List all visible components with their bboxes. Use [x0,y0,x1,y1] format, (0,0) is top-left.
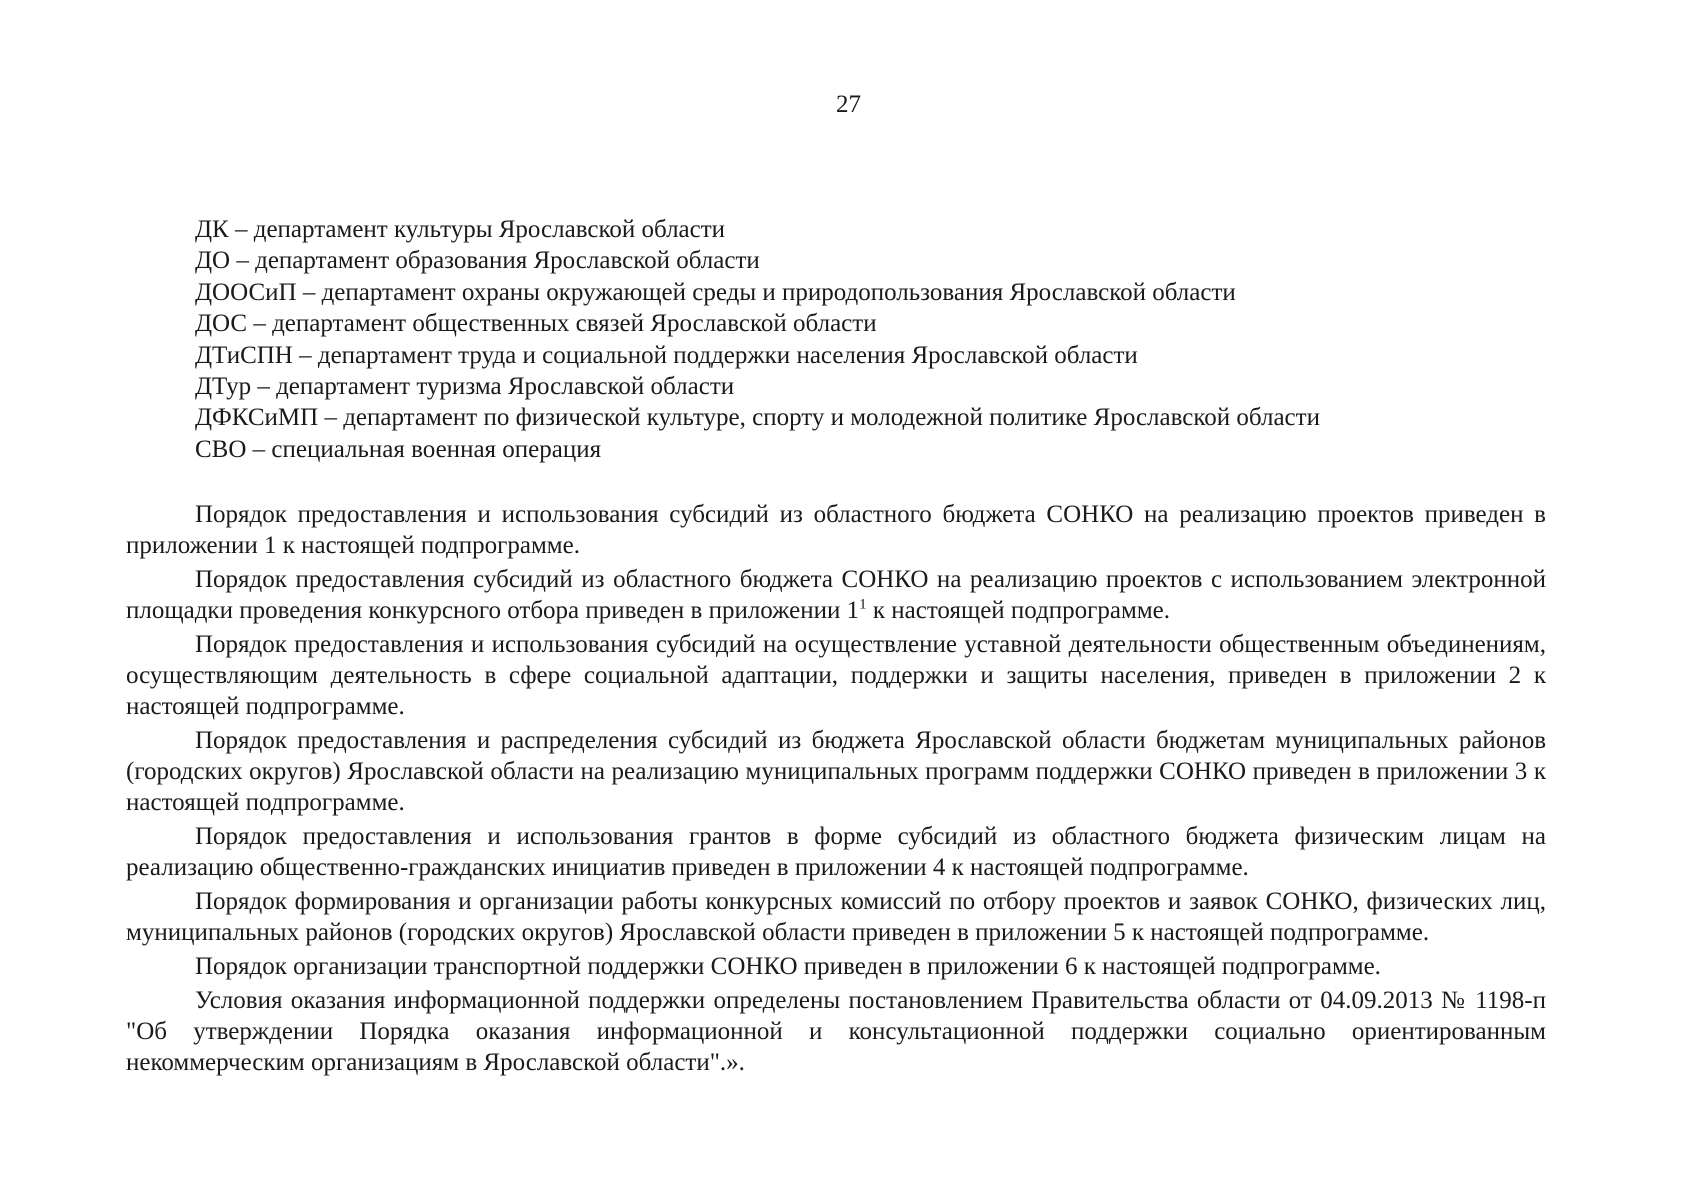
abbreviation-item: ДООСиП – департамент охраны окружающей среды и природопользования Ярославской области [195,278,1236,306]
abbreviation-item: ДК – департамент культуры Ярославской области [195,216,726,243]
paragraph-info-support: Условия оказания информационной поддержки определены постановлением Правительства области от 04.09.2013 № 1198-п "Об утверждении Порядка оказания информационной и консультационной поддержки социально ориентированным некоммерческим организациям в Ярославской области".». [126,987,1546,1076]
abbreviation-item: ДОС – департамент общественных связей Ярославской области [195,310,877,338]
paragraph-appendix-1-1 [126,564,1546,626]
body-text [126,499,1546,1078]
paragraph-appendix-4: Порядок предоставления и использования грантов в форме субсидий из областного бюджета физическим лицам на реализацию общественно-гражданских инициатив приведен в приложении 4 к настоящей подпрограмме. [126,823,1546,881]
paragraph-appendix-3: Порядок предоставления и распределения субсидий из бюджета Ярославской области бюджетам муниципальных районов (городских округов) Ярославской области на реализацию муниципальных программ поддержки СОНКО приведен в приложении 3 к настоящей подпрограмме. [126,727,1546,816]
abbreviations-list [195,214,1595,465]
abbreviation-item: ДТиСПН – департамент труда и социальной поддержки населения Ярославской области [195,341,1138,369]
paragraph-text: Порядок предоставления субсидий из областного бюджета СОНКО на реализацию проектов с использованием электронной площадки проведения конкурсного отбора приведен в приложении 1 [126,566,1546,624]
paragraph-appendix-5: Порядок формирования и организации работы конкурсных комиссий по отбору проектов и заявок СОНКО, физических лиц, муниципальных районов (городских округов) Ярославской области приведен в приложении 5 к настоящей подпрограмме. [126,888,1546,946]
page-number: 27 [836,91,861,118]
paragraph-appendix-6: Порядок организации транспортной поддержки СОНКО приведен в приложении 6 к настоящей подпрограмме. [195,953,1381,980]
paragraph-text: к настоящей подпрограмме. [866,597,1171,624]
abbreviation-item: ДТур – департамент туризма Ярославской области [195,373,735,401]
paragraph-appendix-1: Порядок предоставления и использования субсидий из областного бюджета СОНКО на реализацию проектов приведен в приложении 1 к настоящей подпрограмме. [126,501,1546,559]
paragraph-appendix-2: Порядок предоставления и использования субсидий на осуществление уставной деятельности общественным объединениям, осуществляющим деятельность в сфере социальной адаптации, поддержки и защиты населения, приведен в приложении 2 к настоящей подпрограмме. [126,631,1546,720]
abbreviation-item: СВО – специальная военная операция [195,435,602,463]
abbreviation-item: ДФКСиМП – департамент по физической культуре, спорту и молодежной политике Ярославской области [195,404,1320,432]
abbreviation-item: ДО – департамент образования Ярославской области [195,247,760,275]
superscript: 1 [859,596,867,613]
